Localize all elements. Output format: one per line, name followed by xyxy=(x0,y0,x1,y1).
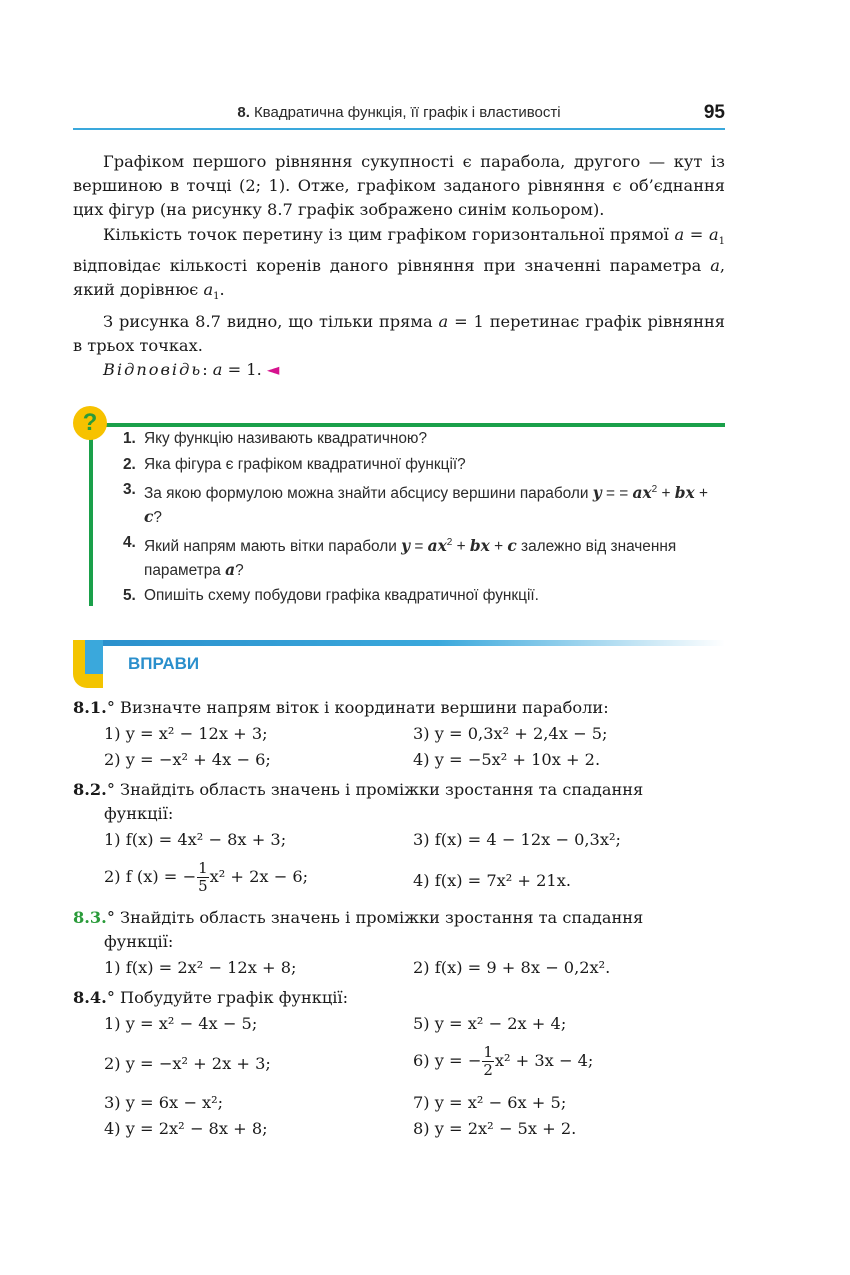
formula-exp: 2 xyxy=(446,537,453,549)
exercise-number: 8.4. xyxy=(73,988,107,1007)
question-item xyxy=(123,532,719,582)
review-questions xyxy=(73,406,725,606)
p2-var-a1b: a xyxy=(203,280,214,300)
section-number: 8. xyxy=(237,104,250,121)
item-suffix: x² + 2x − 6; xyxy=(209,867,309,886)
header-rule xyxy=(73,128,725,130)
exercise-text-cont: функції: xyxy=(104,804,174,823)
answer-sep: : xyxy=(202,360,213,380)
p3-text-c: = 1 перетинає графік рівняння в трьох точках. xyxy=(73,311,725,355)
exercise-item: 2) f(x) = 9 + 8x − 0,2x². xyxy=(413,958,611,977)
formula-end: ? xyxy=(235,561,244,579)
questions-top-rule xyxy=(93,423,725,427)
exercise-text: Знайдіть область значень і проміжки зростання та спадання xyxy=(114,908,644,927)
p2-eq: = xyxy=(684,224,709,244)
exercise-text-cont: функції: xyxy=(104,932,174,951)
question-item xyxy=(123,479,719,529)
exercise-item: 2) y = −x² + 2x + 3; xyxy=(104,1054,271,1073)
exercise-task xyxy=(73,908,643,927)
degree-mark: ° xyxy=(106,908,115,927)
fraction-numerator: 1 xyxy=(483,1043,493,1061)
formula-plus: + xyxy=(694,485,708,503)
p2-text-h: , який дорівнює xyxy=(73,256,725,300)
exercise-item: 3) y = 0,3x² + 2,4x − 5; xyxy=(413,724,608,743)
p2-text-a: Кількість точок перетину із цим графіком горизонтальної прямої xyxy=(103,224,675,244)
formula-exp: 2 xyxy=(651,484,658,495)
exercise-item: 1) y = x² − 4x − 5; xyxy=(104,1014,258,1033)
degree-mark: ° xyxy=(106,988,115,1007)
answer-value: = 1. xyxy=(222,360,262,380)
question-number: 4. xyxy=(123,534,136,552)
questions-side-rule xyxy=(89,438,93,606)
exercise-task xyxy=(73,780,643,799)
question-item xyxy=(123,585,719,608)
exercise-text: Побудуйте графік функції: xyxy=(114,988,349,1007)
formula-eq: = xyxy=(410,538,428,556)
exercise-item: 1) y = x² − 12x + 3; xyxy=(104,724,268,743)
fraction-denominator: 5 xyxy=(198,877,208,895)
p2-sub-1: 1 xyxy=(718,235,725,247)
formula-bx: bx xyxy=(674,484,695,503)
exercise-item: 8) y = 2x² − 5x + 2. xyxy=(413,1119,577,1138)
banner-bar xyxy=(85,640,725,646)
exercise-task xyxy=(73,698,609,717)
exercise-text: Знайдіть область значень і проміжки зростання та спадання xyxy=(114,780,644,799)
p2-var-param: a xyxy=(710,256,720,276)
exercise-item xyxy=(104,860,308,895)
formula-y: y xyxy=(401,537,411,556)
exercise-number: 8.3. xyxy=(73,908,107,927)
banner-tab-blue xyxy=(85,640,103,674)
formula-plus: + xyxy=(489,538,508,556)
item-suffix: x² + 3x − 4; xyxy=(494,1051,594,1070)
formula-plus: + xyxy=(657,485,675,503)
question-item xyxy=(123,428,719,451)
question-number: 1. xyxy=(123,430,136,447)
formula-eq: = = xyxy=(601,485,633,503)
question-text: Опишіть схему побудови графіка квадратичної функції. xyxy=(144,587,539,605)
exercise-number: 8.1. xyxy=(73,698,107,717)
p2-dot: . xyxy=(219,280,225,300)
paragraph-3 xyxy=(73,310,725,358)
exercise-text: Визначте напрям віток і координати вершини параболи: xyxy=(114,698,609,717)
exercise-item: 2) y = −x² + 4x − 6; xyxy=(104,750,271,769)
question-number: 2. xyxy=(123,455,136,473)
formula-ax: ax xyxy=(632,484,652,503)
page-number: 95 xyxy=(703,102,725,123)
question-text-tail: залежно від значення параметра xyxy=(144,538,677,579)
p2-var-a1: a xyxy=(708,224,719,244)
fraction xyxy=(482,1044,494,1079)
exercise-task xyxy=(73,988,348,1007)
exercise-item: 3) f(x) = 4 − 12x − 0,3x²; xyxy=(413,830,621,849)
question-text: Який напрям мають вітки параболи xyxy=(144,538,402,556)
formula-c: c xyxy=(144,507,154,526)
fraction-numerator: 1 xyxy=(198,859,208,877)
question-text: Яка фігура є графіком квадратичної функції? xyxy=(144,455,466,473)
p2-sub-2: 1 xyxy=(213,291,220,303)
section-title-text: Квадратична функція, її графік і властивості xyxy=(253,104,561,121)
question-list xyxy=(123,428,719,611)
exercise-item: 3) y = 6x − x²; xyxy=(104,1093,224,1112)
exercise-item: 4) y = 2x² − 8x + 8; xyxy=(104,1119,268,1138)
question-number: 3. xyxy=(123,481,136,498)
formula-a: a xyxy=(225,560,236,579)
formula-y: y xyxy=(592,484,602,503)
question-text: Яку функцію називають квадратичною? xyxy=(144,430,427,447)
p2-text-f: відповідає кількості коренів даного рівняння при значенні параметра xyxy=(73,256,711,276)
fraction xyxy=(197,860,209,895)
answer-var: a xyxy=(212,360,223,380)
formula-plus: + xyxy=(452,538,470,556)
end-of-solution-icon: ◄ xyxy=(266,360,280,380)
exercises-banner xyxy=(73,640,725,688)
exercise-item xyxy=(413,1044,593,1079)
exercise-item: 5) y = x² − 2x + 4; xyxy=(413,1014,567,1033)
paragraph-1: Графіком першого рівняння сукупності є парабола, другого — кут із вершиною в точці (2; 1). Отже, графіком заданого рівняння є об’єднання цих фігур (на рисунку 8.7 графік зображено синім кольором). xyxy=(73,152,725,220)
question-item xyxy=(123,454,719,477)
answer-label: Відповідь xyxy=(103,360,203,380)
exercise-item: 4) f(x) = 7x² + 21x. xyxy=(413,871,572,890)
fraction-denominator: 2 xyxy=(483,1061,493,1079)
page-header xyxy=(73,100,725,130)
formula-bx: bx xyxy=(469,537,490,556)
section-title xyxy=(73,104,725,121)
exercise-number: 8.2. xyxy=(73,780,107,799)
answer-line xyxy=(73,358,725,382)
exercise-item: 1) f(x) = 4x² − 8x + 3; xyxy=(104,830,287,849)
question-mark-icon: ? xyxy=(73,406,107,440)
p3-var: a xyxy=(438,311,449,331)
question-text: За якою формулою можна знайти абсцису вершини параболи xyxy=(144,485,593,503)
degree-mark: ° xyxy=(106,698,115,717)
formula-c: c xyxy=(507,537,517,556)
exercise-item: 7) y = x² − 6x + 5; xyxy=(413,1093,567,1112)
p2-var-a: a xyxy=(674,224,685,244)
exercise-item: 4) y = −5x² + 10x + 2. xyxy=(413,750,601,769)
exercises-title: ВПРАВИ xyxy=(128,654,200,673)
item-prefix: 2) f (x) = − xyxy=(104,867,197,886)
formula-ax: ax xyxy=(427,537,447,556)
formula-end: ? xyxy=(153,508,162,526)
question-number: 5. xyxy=(123,587,136,605)
p3-text-a: З рисунка 8.7 видно, що тільки пряма xyxy=(103,311,439,331)
exercise-item: 1) f(x) = 2x² − 12x + 8; xyxy=(104,958,297,977)
item-prefix: 6) y = − xyxy=(413,1051,482,1070)
solution-text xyxy=(73,150,725,382)
degree-mark: ° xyxy=(106,780,115,799)
paragraph-2 xyxy=(73,223,725,310)
